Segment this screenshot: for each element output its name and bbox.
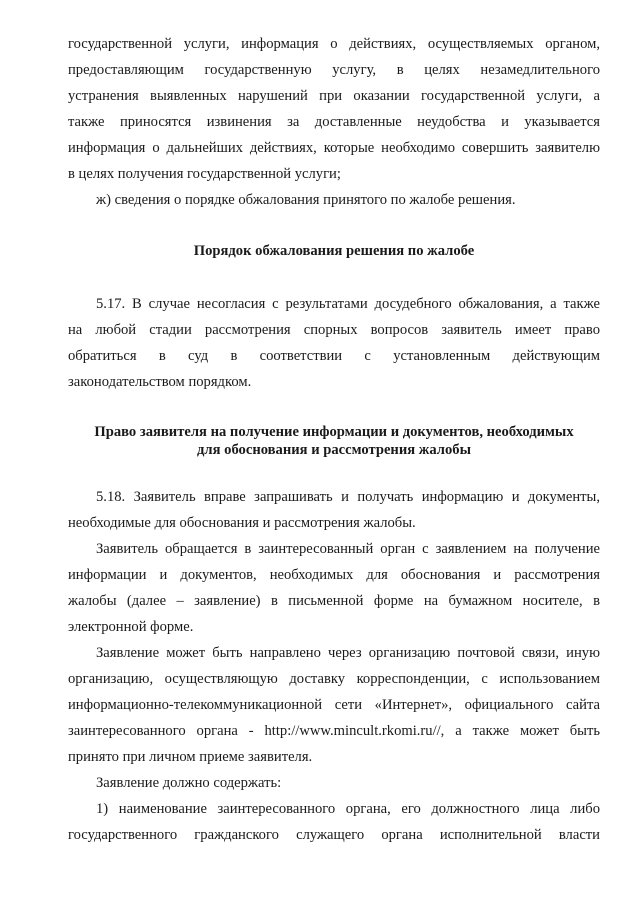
text-line: электронной форме. xyxy=(68,619,194,635)
text-line: обратиться в суд в соответствии с установленным действующим xyxy=(68,348,600,364)
text-line: организацию, осуществляющую доставку корреспонденции, с использованием xyxy=(68,671,600,687)
section-heading: для обоснования и рассмотрения жалобы xyxy=(197,442,471,458)
text-line: Заявление должно содержать: xyxy=(96,775,282,791)
text-line: 5.18. Заявитель вправе запрашивать и получать информацию и документы, xyxy=(96,489,600,505)
text-line: ж) сведения о порядке обжалования принятого по жалобе решения. xyxy=(96,192,516,208)
text-line: информации и документов, необходимых для обоснования и рассмотрения xyxy=(68,567,600,583)
text-line: информационно-телекоммуникационной сети «Интернет», официального сайта xyxy=(68,697,600,713)
text-line: заинтересованного органа - http://www.mincult.rkomi.ru//, а также может быть xyxy=(68,723,600,739)
text-line: Заявитель обращается в заинтересованный орган с заявлением на получение xyxy=(96,541,600,557)
text-line: 5.17. В случае несогласия с результатами досудебного обжалования, а также xyxy=(96,296,600,312)
section-heading: Порядок обжалования решения по жалобе xyxy=(193,243,475,259)
text-line: также приносятся извинения за доставленные неудобства и указывается xyxy=(68,114,600,130)
text-line: предоставляющим государственную услугу, в целях незамедлительного xyxy=(68,62,600,78)
text-line: необходимые для обоснования и рассмотрения жалобы. xyxy=(68,515,416,531)
section-heading: Право заявителя на получение информации и документов, необходимых xyxy=(94,424,574,440)
text-line: устранения выявленных нарушений при оказании государственной услуги, а xyxy=(68,88,600,104)
text-line: 1) наименование заинтересованного органа, его должностного лица либо xyxy=(96,801,600,817)
text-line: в целях получения государственной услуги; xyxy=(68,166,341,182)
text-line: жалобы (далее – заявление) в письменной форме на бумажном носителе, в xyxy=(68,593,600,609)
text-line: информация о дальнейших действиях, которые необходимо совершить заявителю xyxy=(68,140,600,156)
text-line: законодательством порядком. xyxy=(68,374,252,390)
text-line: государственного гражданского служащего органа исполнительной власти xyxy=(68,827,600,843)
text-line: Заявление может быть направлено через организацию почтовой связи, иную xyxy=(96,645,600,661)
text-line: принято при личном приеме заявителя. xyxy=(68,749,313,765)
text-line: государственной услуги, информация о действиях, осуществляемых органом, xyxy=(68,36,600,52)
text-line: на любой стадии рассмотрения спорных вопросов заявитель имеет право xyxy=(68,322,600,338)
